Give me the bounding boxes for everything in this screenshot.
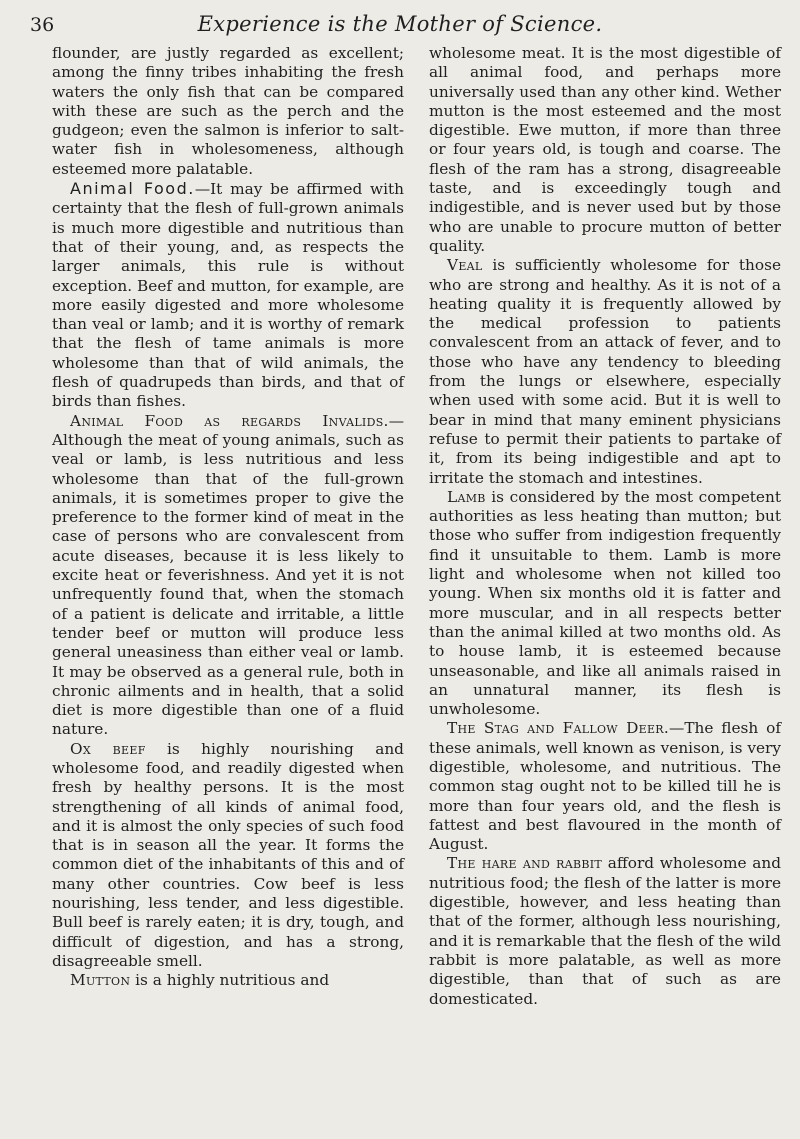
heading-invalids: Animal Food as regards Invalids. — [70, 411, 389, 430]
paragraph-mutton-cont: wholesome meat. It is the most digestible of all animal food, and perhaps more universally used than any other kind. Wether mutton is the most esteemed and the most digestible. Ewe mutton, if more than three or four years old, is tough and coarse. The flesh of the ram has a strong, disagreeable taste, and is exceedingly tough and indigestible, and is never used but by those who are unable to procure mutton of better quality. — [429, 44, 781, 255]
heading-lamb: Lamb — [447, 487, 486, 506]
left-column — [52, 44, 404, 991]
paragraph-animal-food — [52, 179, 404, 412]
body-animal-food: —It may be affirmed with certainty that the flesh of full-grown animals is much more digestible and nutritious than that of their young, and, as respects the larger animals, this rule is without exception. Beef and mutton, for example, are more easily digested and more wholesome than veal or lamb; and it is worthy of remark that the flesh of tame animals is more wholesome than that of wild animals, the flesh of quadrupeds than birds, and that of birds than fishes. — [52, 180, 404, 411]
paragraph-deer — [429, 719, 781, 854]
paragraph-mutton — [52, 971, 404, 990]
paragraph-invalids — [52, 412, 404, 740]
paragraph-veal — [429, 256, 781, 488]
heading-mutton: Mutton — [70, 971, 131, 990]
page-header — [0, 10, 800, 40]
body-ox-beef: is highly nourishing and wholesome food, and readily digested when fresh by healthy persons. It is the most strengthening of all kinds of animal food, and it is almost the only species of such food that is in season all the year. It forms the common diet of the inhabitants of this and of many other countries. Cow beef is less nourishing, less tender, and less digestible. Bull beef is rarely eaten; it is dry, tough, and difficult of digestion, and has a strong, disagreeable smell. — [52, 739, 404, 970]
paragraph-ox-beef — [52, 740, 404, 972]
body-deer: —The flesh of these animals, well known as venison, is very digestible, wholesome, and nutritious. The common stag ought not to be killed till he is more than four years old, and the flesh is fattest and best flavoured in the month of August. — [429, 719, 781, 854]
heading-ox-beef: Ox beef — [70, 739, 146, 758]
heading-animal-food: Animal Food. — [70, 179, 195, 199]
paragraph-lamb — [429, 488, 781, 720]
body-veal: is sufficiently wholesome for those who are strong and healthy. As it is not of a heating quality it is frequently allowed by the medical profession to patients convalescent from an attack of fever, and to those who have any tendency to bleeding from the lungs or elsewhere, especially when used with some acid. But it is well to bear in mind that many eminent physicians refuse to permit their patients to partake of it, from its being indigestible and apt to irritate the stomach and intestines. — [429, 256, 781, 487]
body-mutton: is a highly nutritious and — [130, 971, 330, 990]
page-number: 36 — [30, 14, 55, 36]
running-title: Experience is the Mother of Science. — [197, 12, 603, 36]
body-lamb: is considered by the most competent authorities as less heating than mutton; but those who suffer from indigestion frequently find it unsuitable to them. Lamb is more light and wholesome when not killed too young. When six months old it is fatter and more muscular, and in all respects better than the animal killed at two months old. As to house lamb, it is esteemed because unseasonable, and like all animals raised in an unnatural manner, its flesh is unwholesome. — [429, 487, 781, 719]
heading-hare-rabbit: The hare and rabbit — [447, 854, 603, 873]
body-invalids: —Although the meat of young animals, such as veal or lamb, is less nutritious and less wholesome than that of the full-grown animals, it is sometimes proper to give the preference to the former kind of meat in the case of persons who are convalescent from acute diseases, because it is less likely to excite heat or feverishness. And yet it is not unfrequently found that, when the stomach of a patient is delicate and irritable, a little tender beef or mutton will produce less general uneasiness than either veal or lamb. It may be observed as a general rule, both in chronic ailments and in health, that a solid diet is more digestible than one of a fluid nature. — [52, 411, 404, 739]
heading-veal: Veal — [447, 256, 483, 275]
heading-deer: The Stag and Fallow Deer. — [447, 719, 670, 738]
paragraph-flounder: flounder, are justly regarded as excellent; among the finny tribes inhabiting the fresh waters the only fish that can be compared with these are such as the perch and the gudgeon; even the salmon is inferior to salt-water fish in wholesomeness, although esteemed more palatable. — [52, 44, 404, 178]
right-column — [429, 44, 781, 1009]
body-hare-rabbit: afford wholesome and nutritious food; the flesh of the latter is more digestible, however, and less heating than that of the former, although less nourishing, and it is remarkable that the flesh of the wild rabbit is more palatable, as well as more digestible, than that of such as are domesticated. — [429, 854, 781, 1008]
paragraph-hare-rabbit — [429, 854, 781, 1008]
